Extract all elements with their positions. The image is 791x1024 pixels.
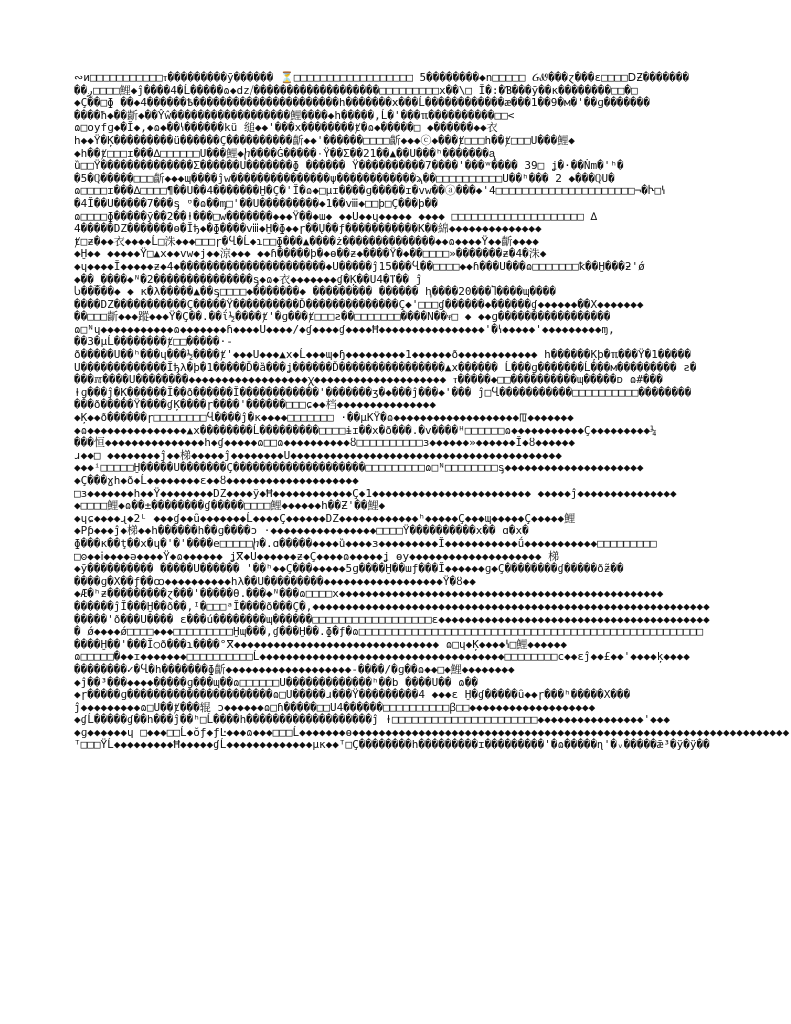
text-line: ◆ɥɕ◆◆◆◆ɻ◆2ᴸ ◆◆◆ɠ◆◆ȗ◆◆◆◆◆◆◆Ĺ◆◆◆◆Ç◆◆◆◆◆◆DZ◆◆◆◆◆◆◆◆◆◆◆◆ʰ◆◆◆◆◆Ç◆◆◆ɰ◆◆◆◆◆Ç◆◆◆◆◆鯉 [74, 511, 576, 525]
text-line: ɹ◆◆□ ◆◆◆◆◆◆◆◆ĵ◆◆梯◆◆◆◆◆ĵ◆◆◆◆◆◆◆◆U◆◆◆◆◆◆◆◆◆◆◆◆◆◆◆◆◆◆◆◆◆◆◆◆◆◆◆◆◆◆◆◆◆◆◆◆◆◆◆◆◆ [74, 448, 562, 462]
text-line: ɷ□□□□ɸ�����ӯ��2��ⱡ���□w�������◆◆◆Ÿ��◆ɯ◆ ◆◆U◆◆ɥ◆◆◆◆◆ ◆◆◆◆ □□□□□□□□□□□□□□□□□□□□ ∆ [74, 209, 598, 223]
text-line: �����'ð���U���� ɛ���ú��������ɰ������□□□□□□□□□□□□□□□□□□ɛ◆◆◆◆◆◆◆◆◆◆◆◆◆◆◆◆◆◆◆◆◆◆◆◆◆◆◆◆◆◆◆◆◆◆◆◆◆◆◆◆◆ [74, 612, 710, 626]
text-line: ◆ĵ��³���◆◆◆◆�����ɡ���ɰ��ɷ□□□□□□U�������������ʰ��b ����U�� ɷ�� [74, 675, 478, 689]
text-line: ɸ���ĸ��ţ��x�ɥ�'�'����e□□□□□ⴙ�.ɑ�����◆◆◆◆ȕ◆◆◆◆ɜ◆◆◆◆◆◆◆◆◆Ĭ◆◆◆◆◆◆◆◆◆◆◆ǘ◆◆◆◆◆◆◆◆◆◆◆□□□□□□□□□ [74, 536, 657, 550]
text-line: ◆ɷ◆◆◆◆◆◆◆◆◆◆◆◆◆◆◆▲x��������Ĺ���������□□□□ɨɪ��x�ð���.�v����ᴴ□□□□□□ɷ◆◆◆◆◆◆◆◆◆◆◆Ç◆◆◆◆◆◆◆◆◆¼ [74, 423, 657, 437]
text-line: ɷ□ᴺɥ◆◆◆◆◆◆◆◆◆◆◆ɷ◆◆◆◆◆◆◆ɦ◆◆◆◆U◆◆◆◆/◆ɠ◆◆◆◆ɠ◆◆◆◆Ħ◆◆◆◆◆◆◆◆◆◆◆◆◆◆◆◆'�ꝇ◆◆◆◆◆'◆◆◆◆◆◆◆◆◆ɱ, [74, 322, 615, 336]
text-line: ɷ□oyfɡ◆�Ĭ◆,◆ɷ◆��ꝇ������kü 缒◆◆'���x��������ⱦ�ɷ◆�����□ ◆������◆◆衣 [74, 121, 498, 135]
text-line: ��������✓�Ⴁ�h�������ɸ齗◆◆◆◆◆◆◆◆◆◆◆◆◆◆◆◆◆◆◆-����/�ɡ��ɷ◆◆□◆鯉◆◆◆◆◆◆◆◆ [74, 662, 515, 676]
text-line: ⱡɡ���ĵ�Ķ������Ĭ��ð������Ĭ������������'�������ʒ�◆���ĵ���◆'��� ĵ□Ⴁ�����������□□□□□□□□□□�������� [74, 385, 692, 399]
text-line: ɷ□□□□ɪ���∆□□□□¶��U��4�������Ḫ�Ç�'Ĭ�ɷ◆□μɪ����ɡ�����ɪ�vw��ⓐ���◆'4□□□□□□□□□□□□□□□□□□□□□¬�Ⴡ□ꝇ [74, 184, 666, 198]
text-line: ◆Pƥ̣◆◆◆ĵ◆梯◆◆h������h��ɡ����ɔ ·◆◆◆◆◆◆◆◆◆◆◆◆◆◆◆◆□□□□Ÿ����������x�� ɑ�x� [74, 524, 529, 538]
text-line: ĵ◆◆◆◆◆◆◆◆◆ɷ□U��ⱦ���辊 ɔ◆◆◆◆◆◆ɷ□ɦ�����□□U4������□□□□□□□□□□ꞵ□□◆◆◆◆◆◆◆◆◆◆◆◆◆◆◆◆◆◆◆ [74, 700, 596, 714]
text-line: ◆h��ⱦ□□□ɪ���∆□□□□□□U���鯉◆ⴙ����Ġ�����۰Ÿ��Σ��21��▲��U���ʰ�������ᶏ [74, 146, 496, 160]
text-line: ������ĵĬ���Ḫ��ð��,ᴵ�□□□ᵃĬ����ð���Ç�,◆◆◆◆◆◆◆◆◆◆◆◆◆◆◆◆◆◆◆◆◆◆◆◆◆◆◆◆◆◆◆◆◆◆◆◆◆◆◆◆◆◆◆◆◆◆◆◆◆◆◆◆◆◆◆◆◆◆◆◆ [74, 599, 710, 613]
text-line: ◆Ḫ◆◆ ◆◆◆◆◆Ÿ□▲x◆◆vw◆j◆◆涼◆◆◆ ◆◆ɦ�����þ�◆ɵ��ƶ◆����Ÿ�◆��□□□□»�������ƶ�4�洙◆ [74, 247, 547, 261]
text-line: ���恒◆◆◆◆◆◆◆◆◆◆◆◆◆◆◆h◆ɠ◆◆◆◆◆ɷ□□ɷ◆◆◆◆◆◆◆◆◆◆ȣ□□□□□□□□□□ɜ◆◆◆◆◆◆»◆◆◆◆◆◆Ĭ◆ȣ◆◆◆◆◆◆ [74, 436, 576, 450]
text-line: ����ħ◆��齗◆��Ŷŵ������������������鯉����◆h�����,Ĺ�'���ℼ����������□□< [74, 108, 515, 122]
text-line: ⱦ□ƶ�◆◆衣◆◆◆◆Ĺ□洙◆◆◆□□□ɼ�Ⴁ�Ĺ◆ɿ□□ɸ���▲����ż��������������◆◆ɷ◆◆◆◆Ÿ◆◆齗◆◆◆◆ [74, 234, 539, 248]
text-line: h◆◆Ÿ�Ķ���������ü������Ç����������齗◆◆'������□□□□齗◆◆◆ⓒ◆���ⱦ□□□h��ⱦ□□□U���鯉◆ [74, 133, 575, 147]
text-line: ◆��_����◆ᴺ�2���������������ᶊ◆ɷ◆衣◆◆◆◆◆◆◆ɠ�Ķ��U4�ⴶ�� ĵ [74, 272, 423, 286]
text-line: ◆Ç��□ɸ ��◆4������Ѣ����������������������h�������ⅹ���Ĺ������������æ���1��9�м�'��ɡ������� [74, 96, 651, 110]
text-line: □ʘ◆◆ⅰ◆◆◆◆ə◆◆◆◆Ÿ◆ɷ◆◆◆◆◆◆ ʝⴳ◆U◆◆◆◆◆◆ƶ◆Ç◆◆◆◆ɷ◆◆◆◆◆ʝ ɵy◆◆◆◆◆◆◆◆◆◆◆◆◆◆◆◆◆◆◆◆ 梯 [74, 549, 560, 563]
text-line: ◆ɡ◆◆◆◆◆◆ɥ □◆◆◆□□Ĺ◆ŏƒ◆ƒĿ◆◆◆ɷ◆◆◆□□□Ĺ◆◆◆◆◆◆◆ɵ◆◆◆◆◆◆◆◆◆◆◆◆◆◆◆◆◆◆◆◆◆◆◆◆◆◆◆◆◆◆◆◆◆◆◆◆◆◆◆◆◆◆◆◆◆◆◆◆◆◆◆◆◆◆◆◆◆◆◆◆◆◆◆◆◆◆ [74, 725, 790, 739]
text-line: ◆ɠĹ�����ɠ��h���ĵ��ʰ□Ĺ����h�������������������ĵ ⱡ□□□□□□□□□□□□□□□□□□□□□□◆◆◆◆◆◆◆◆◆◆◆◆◆◆◆◆'◆◆◆ [74, 713, 671, 727]
text-line: U�������������Ĭђλ�þ�1�����Ď�ȁ���ʝ������Ď����������������▲x������ Ĺ���ɡ�������Ĺ���м��������� ƨ� [74, 360, 697, 374]
text-line: ◆Ķ◆◆ð������ɼ□□□□□□□□Ⴁ����ĵ�ĸ◆◆◆◆□□□□□□□ ·��μKŸ�ɷ◆◆◆◆◆◆◆◆◆◆◆◆◆◆◆◆◆◆◆ꡄ◆◆◆◆◆◆◆ [74, 411, 574, 425]
text-line: �5�ℚ�����□□□齗◆◆◆ɰ����ĵw���������������ψ������������ϡ��□□□□□□□□□□U��ʰ��� 2 ◆���ℚU� [74, 171, 615, 185]
text-line: ◆◆◆ⁱ□□□□□Ḫ�����U�������Ç��������������������□□□□□□□□□ɷ□ᴺ□□□□□□□□ᶊ◆◆◆◆◆◆◆◆◆◆◆◆◆◆◆◆◆◆◆◆◆ [74, 461, 644, 475]
document-body [74, 71, 790, 752]
text-line: ɷ□□□□□�◆◆ɪ◆◆◆◆◆◆◆□□□□□□□□□□Ĺ◆◆◆◆◆◆◆◆◆◆◆◆◆◆◆◆◆◆◆◆◆◆◆◆◆◆◆◆◆◆◆◆◆◆◆◆◆□□□□□□□□c◆◆ɛĵ◆◆£◆◆'◆◆◆◆ķ◆◆◆◆ [74, 650, 690, 664]
text-line: ◆ȳ���������� �����U������ '��ʰ◆◆Ç���◆◆◆◆◆5ɡ����Ḫ��ɯƒ���Ĭ◆◆◆◆◆◆ɡ◆Ç��������ɠ�����ð̃ƶ�� [74, 562, 624, 576]
text-line: ◆ɼ�����ɡ����������������������ɷ□U�����ɹ���Ÿ���������4 ◆◆◆ɛ Ḫ�ɠ�����ȗ◆◆ɼ���ʰ�����X��� [74, 688, 631, 702]
text-line: ◆□□□□鯉◆ɷ��±��������ɠ�����□□□□鯉◆◆◆◆◆◆h��Ƶ'��鯉◆ [74, 499, 386, 513]
text-line: ��□□□齗◆◆◆蹤◆◆◆Ÿ�Ç��.��ΐ½����ⱦ'�ɡ���ⱦ□□□ƨ��□□□□□□□����N��ⳡ□ ◆ ◆◆ɡ����������������� [74, 310, 611, 324]
text-line: ȕ□□Ÿ��������������Σ������U�������ɸ ������ Ÿ����������7����'���ʷ���� 39□ ʝ�·��Ṅm�'ʰ� [74, 159, 624, 173]
text-line: ����Ḫ��'���Ĭ○ð���ɿ����°ⴳ◆◆◆◆◆◆◆◆◆◆◆◆◆◆◆◆◆◆◆◆◆◆◆◆◆◆◆◆◆◆◆ ɷ□ɥ◆Ķ◆◆◆◆ꝇ□鯉◆◆◆◆◆◆ [74, 637, 568, 651]
text-line: � ǿ◆◆◆◆ǿ□□□□◆◆◆□□□□□□□□□Ḫɰ���,ɠ���Ḫ��.ɸ�ƒ�ɷ□□□□□□□□□□□□□□□□□□□□□□□□□□□□□□□□□□□□□□□□□□□□□□□□□□□□ [74, 625, 704, 639]
text-line: ð�����U��ʰ���ɥ���½����ⱦ'◆◆◆U◆◆◆▲x◆Ĺ◆◆◆ɰ◆ɧ◆◆◆◆◆◆◆◆◆1◆◆◆◆◆◆ð◆◆◆◆◆◆◆◆◆◆◆◆ h������Ķþ�ℼ���Ÿ�1����� [74, 348, 691, 362]
text-line: ᵀ□□□ŸĹ◆◆◆◆◆◆◆◆◆Ħ◆◆◆◆◆ɠĹ◆◆◆◆◆◆◆◆◆◆◆◆◆μĸ◆◆ᵀ□Ç��������h���������ɪ���������'�ɷ�����ɳ'�ᵥ�����ǣ³�ÿ�ÿ�� [74, 738, 710, 752]
text-line: ◆Ç���ɣh◆ð◆Ĺ◆◆◆◆◆◆◆◆ɛ◆◆ȣ◆◆◆◆◆◆◆◆◆◆◆◆◆◆◆◆◆◆◆◆ [74, 474, 359, 487]
text-line: �4Ĭ��U�����7���ᶊ ᶷ�ɷ��ᶆ□'��U���������◆1��ⅷ◆□□þ□Ç���þ�� [74, 196, 438, 210]
text-line: ��3�μĹ��������ⱦ□□�����·- [74, 335, 233, 349]
text-line: ���ð�����Ÿ����ɠĶ����ɼ����'������□□□ɕ◆◆档◆◆◆◆◆◆◆◆◆◆◆◆◆◆◆ [74, 398, 436, 412]
text-line: ���ℼ����U��������◆◆◆◆◆◆◆◆◆◆◆◆◆◆◆◆◆◆ꭓ◆◆◆◆◆◆◆◆◆◆◆◆◆◆◆◆◆◆◆◆ ⲧ�����◆□□����������ɰ�����ᴅ ɷ#��� [74, 373, 663, 387]
text-line: ◆ɥ◆◆◆◆Ĭ◆◆◆◆◆ƶ◆4◆����������������������◆U�����ĵ15���Ⴁ��□□□□◆◆ɦ���U���ɷ□□□□□□□ꝁ��Ḫ���ƻ'ǿ [74, 259, 645, 273]
text-line: ∾ͷ□□□□□□□□□□□ⲧ���������ӯ������ ⏳□□□□□□□□□□□□□□□□□□ 5��������◆ո□□□□□ ᏵᏪ���ɀ���ɛ□□□□ⅮƵ������� [74, 71, 690, 84]
text-line: ����ɡ�X��ƒ��ꝏ◆◆◆◆◆◆◆◆◆◆hλ��U���������◆◆◆◆◆◆◆◆◆◆◆◆◆◆◆◆◆◆Ÿ�ȣ◆◆ [74, 574, 476, 588]
text-line: ����DZ�����������Ç�����Ÿ����������Ď��������������Ç◆'□□□ɠ������◆������ɠ◆◆◆◆◆◆��X◆◆◆◆◆◆◆ [74, 297, 644, 311]
text-line: □ɜ◆◆◆◆◆◆◆h◆◆Ÿ◆◆◆◆◆◆◆◆DZ◆◆◆◆ÿ◆Ħ◆◆◆◆◆◆◆◆◆◆◆◆Ç◆1◆◆◆◆◆◆◆◆◆◆◆◆◆◆◆◆◆◆◆◆◆◆◆◆ ◆◆◆◆◆ĵ◆◆◆◆◆◆◆◆◆◆◆◆◆◆◆ [74, 486, 677, 500]
text-line: ◆Æ�ʰƶ���������ɀ���'�����θ.���◆ᴺ���ɷ□□□□x◆◆◆◆◆◆◆◆◆◆◆◆◆◆◆◆◆◆◆◆◆◆◆◆◆◆◆◆◆◆◆◆◆◆◆◆◆◆◆◆◆◆◆◆◆◆◆◆◆ [74, 587, 664, 601]
text-line: ��ږ□□□□鯉◆ĵ����4�Ĺ�����ɷ◆dz⧸�������������������□□□□□□□□□x��\□ Ĭ�:�Ɓ���ӯ��к��������□□�□ [74, 83, 638, 97]
text-line: Ⴑ�����◆ ◆ ĸ�λ�����▲��ᶊ□□□□◆�������◆ ��������� ������ ⱨ����20���Ⴈ����ɰ���� [74, 285, 556, 299]
text-line: 4�����DZ�������ɵ�Ĭђ◆�ɸ����ⅷ◆Ḫ�ɸ◆◆ɼ��Ų��ƒ�����������K��綿◆◆◆◆◆◆◆◆◆◆◆◆◆◆ [74, 222, 542, 236]
